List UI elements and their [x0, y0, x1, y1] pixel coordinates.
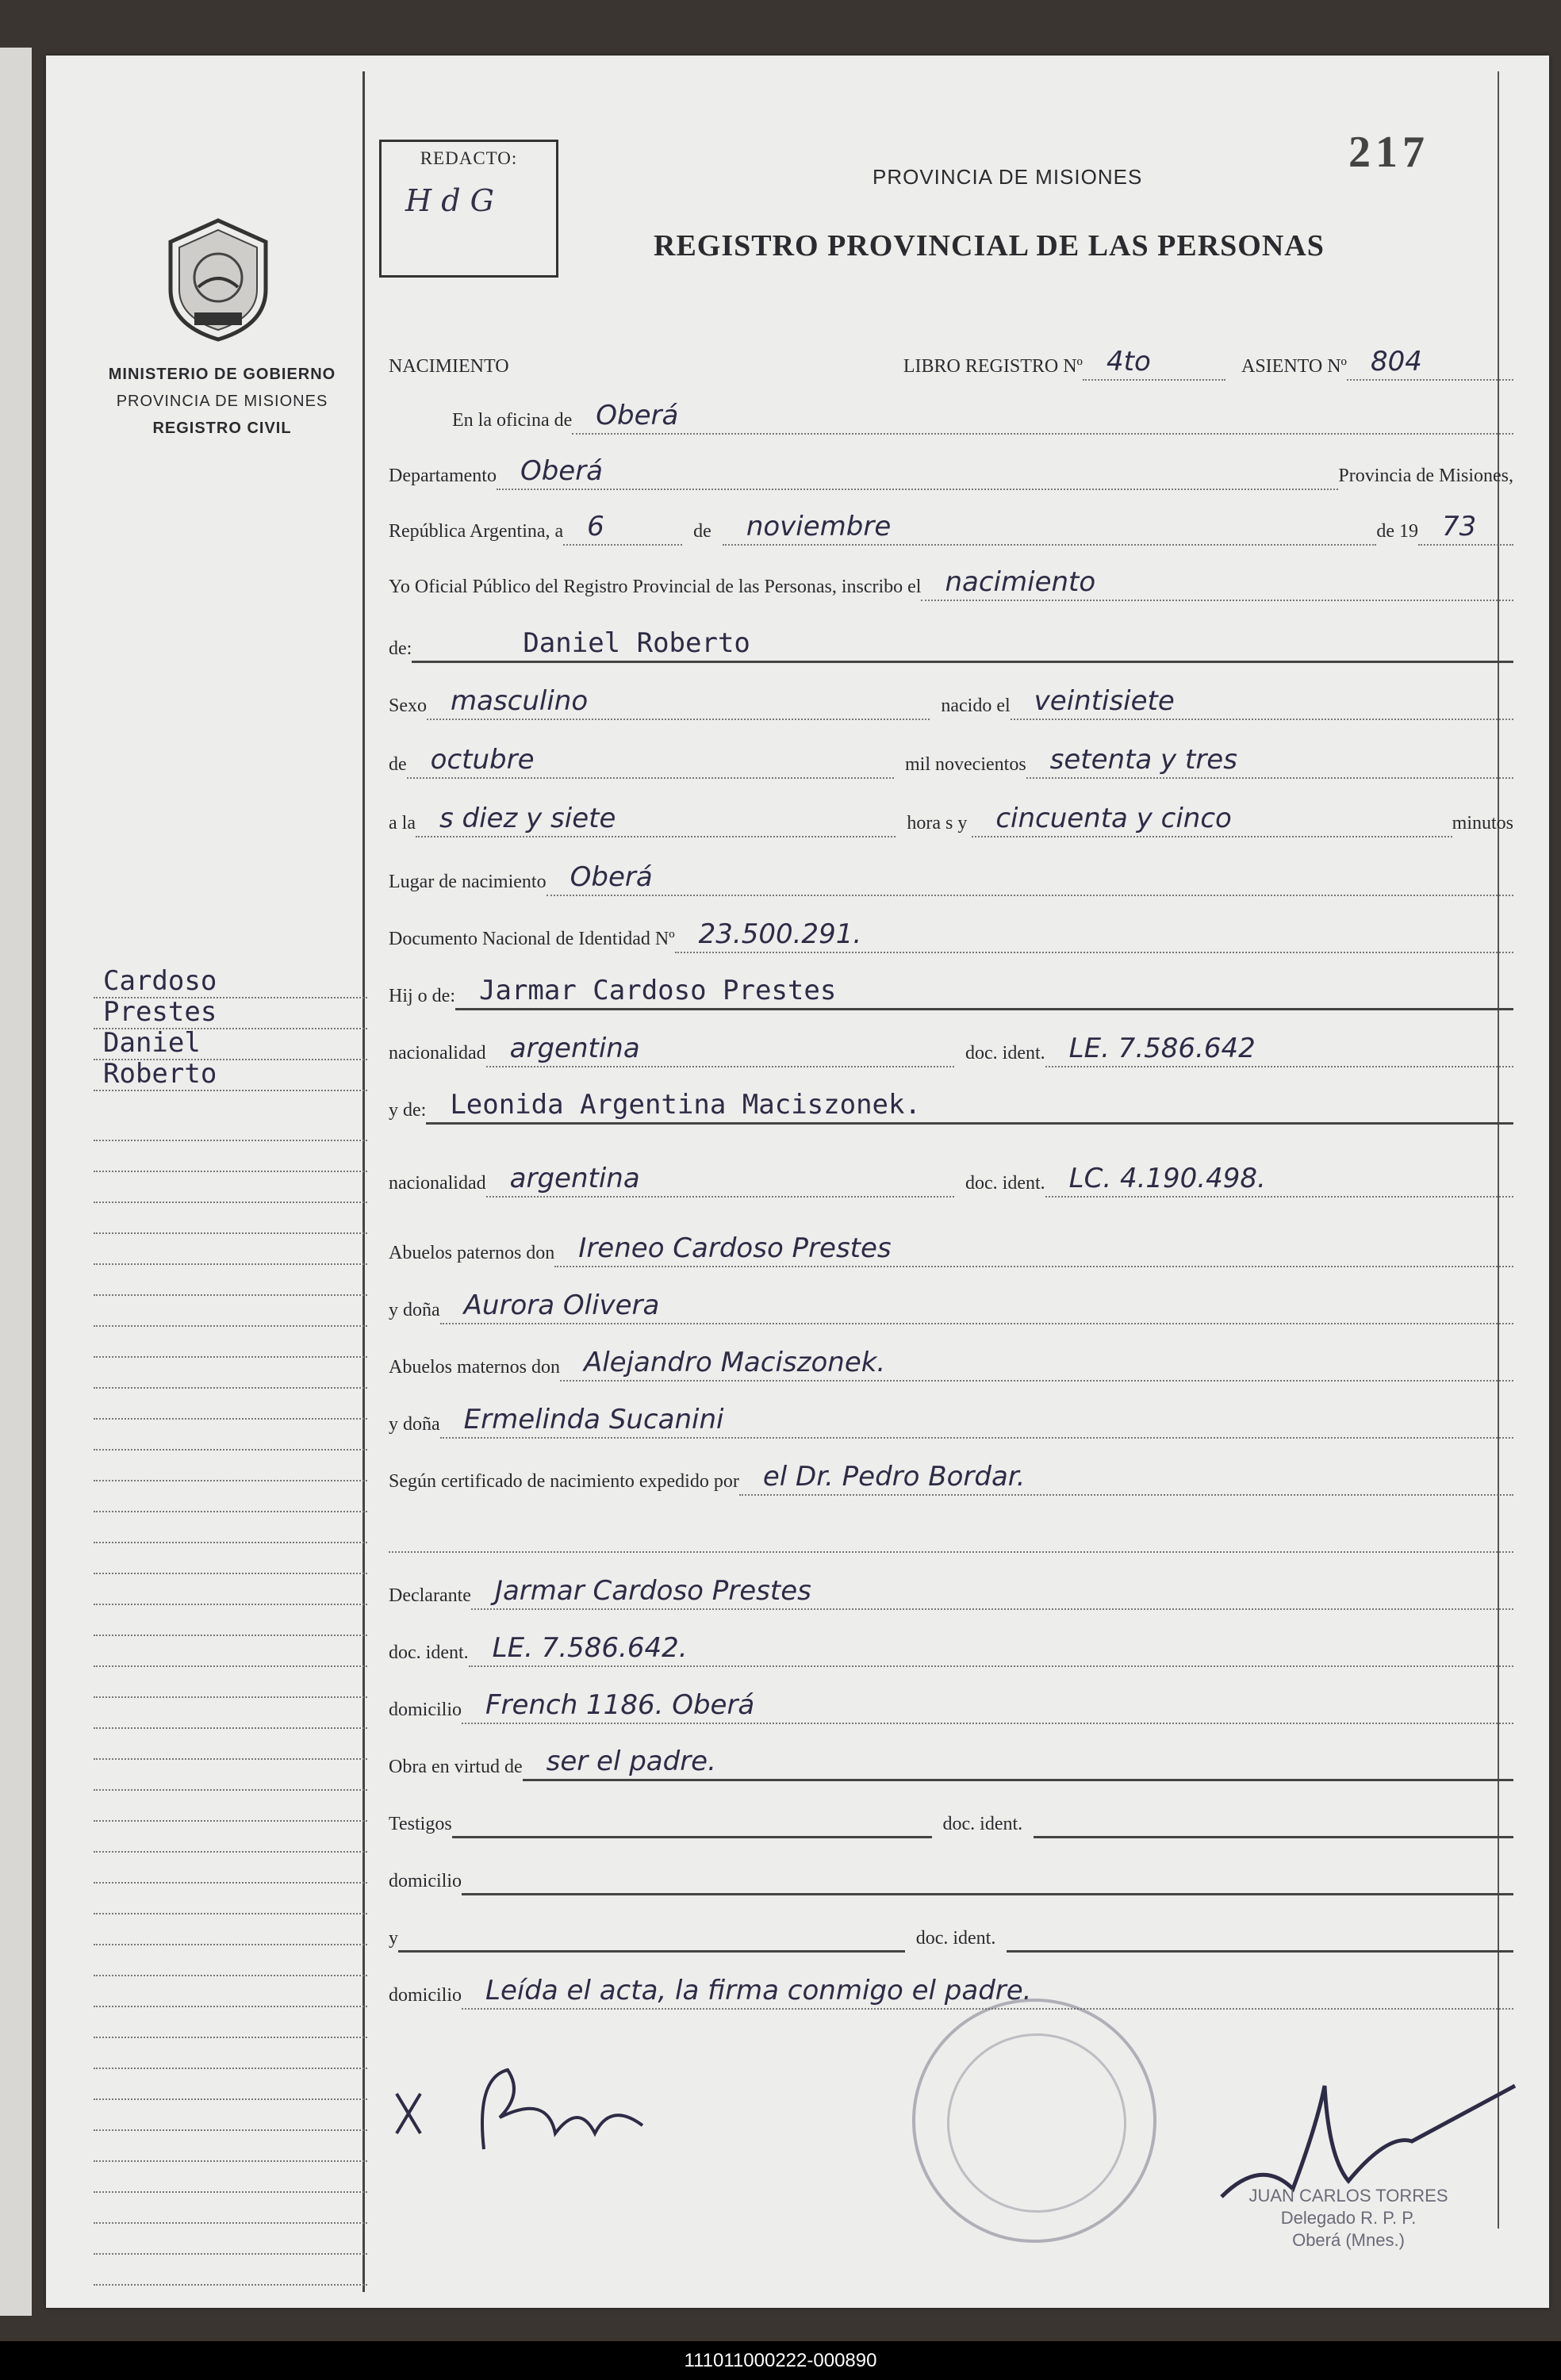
- row-libro: [389, 341, 1513, 381]
- row-abpat: [389, 1228, 1513, 1267]
- closing-note: Leída el acta, la firma conmigo el padre.: [462, 1973, 1513, 2010]
- domicilio2-value: [462, 1858, 1513, 1895]
- header-province: PROVINCIA DE MISIONES: [873, 165, 1143, 189]
- abmat-value: Alejandro Maciszonek.: [560, 1345, 1513, 1382]
- lugar-value: Oberá: [547, 860, 1513, 896]
- domicilio2-label: domicilio: [389, 1871, 462, 1891]
- domicilio3-label: domicilio: [389, 1985, 462, 2006]
- docid4-label: doc. ident.: [942, 1814, 1023, 1834]
- declarante-label: Declarante: [389, 1585, 471, 1606]
- margin-blank-line: [94, 1853, 367, 1884]
- margin-name-line: Prestes: [94, 998, 367, 1029]
- margin-blank-line: [94, 1451, 367, 1481]
- obra-value: ser el padre.: [523, 1744, 1513, 1781]
- margin-blank-line: [94, 2100, 367, 2131]
- margin-blank-line: [94, 1914, 367, 1945]
- y2-value: [398, 1915, 905, 1953]
- month2-value: octubre: [407, 742, 894, 779]
- margin-blank-line: [94, 1884, 367, 1914]
- dni-label: Documento Nacional de Identidad Nº: [389, 929, 675, 949]
- domicilio1-label: domicilio: [389, 1700, 462, 1720]
- coat-of-arms-icon: [159, 214, 278, 345]
- redacto-label: REDACTO:: [420, 148, 518, 168]
- domicilio1-value: French 1186. Oberá: [462, 1688, 1513, 1724]
- docid3-label: doc. ident.: [389, 1642, 469, 1663]
- delegate-place: Oberá (Mnes.): [1292, 2230, 1405, 2250]
- margin-blank-line: [94, 1976, 367, 2007]
- margin-blank-line: [94, 1481, 367, 1512]
- row-sexo: [389, 680, 1513, 720]
- delegate-role: Delegado R. P. P.: [1280, 2208, 1417, 2228]
- margin-blank-line: [94, 1512, 367, 1543]
- row-domicilio1: [389, 1684, 1513, 1724]
- margin-name-line: Cardoso: [94, 968, 367, 998]
- margin-blank-line: [94, 1110, 367, 1141]
- margin-blank-line: [94, 2131, 367, 2162]
- redacto-value: H d G: [405, 183, 494, 218]
- delegate-name: JUAN CARLOS TORRES: [1248, 2186, 1448, 2206]
- row-official: [389, 561, 1513, 601]
- row-obra: [389, 1742, 1513, 1781]
- row-hora: [389, 798, 1513, 837]
- row-testigos: [389, 1799, 1513, 1838]
- departamento-value: Oberá: [497, 454, 1338, 490]
- ydona2-label: y doña: [389, 1414, 440, 1435]
- nac1-label: nacionalidad: [389, 1043, 486, 1064]
- hora-value: s diez y siete: [416, 801, 896, 837]
- margin-blank-line: [94, 1265, 367, 1296]
- row-oficina: [452, 395, 1513, 435]
- libro-label: LIBRO REGISTRO Nº: [903, 356, 1083, 377]
- provincia-suffix: Provincia de Misiones,: [1338, 466, 1513, 486]
- margin-blank-line: [94, 2255, 367, 2286]
- docid1-label: doc. ident.: [965, 1043, 1045, 1064]
- official-label: Yo Oficial Público del Registro Provincial de las Personas, inscribo el: [389, 577, 922, 597]
- margin-blank-line: [94, 1605, 367, 1636]
- row-abmat: [389, 1342, 1513, 1382]
- ministry-province: PROVINCIA DE MISIONES: [116, 393, 328, 410]
- blank-line: [389, 1516, 1513, 1553]
- row-y2: [389, 1913, 1513, 1953]
- de-person-label: de:: [389, 638, 412, 659]
- person-name: Daniel Roberto: [412, 626, 1513, 663]
- mil-label: mil novecientos: [905, 754, 1026, 775]
- oficina-label: En la oficina de: [452, 410, 573, 431]
- margin-blank-line: [94, 1296, 367, 1327]
- redacto-box: [379, 140, 558, 278]
- row-blank: [389, 1513, 1513, 1553]
- margin-blank-line: [94, 2162, 367, 2193]
- declarante-value: Jarmar Cardoso Prestes: [471, 1573, 1513, 1610]
- row-nac2: [389, 1158, 1513, 1198]
- margin-blank-line: [94, 1945, 367, 1976]
- docid4-value: [1034, 1801, 1513, 1838]
- margin-blank-line: [94, 1389, 367, 1420]
- docid5-value: [1007, 1915, 1513, 1953]
- nac1-value: argentina: [486, 1031, 954, 1067]
- docid2-value: LC. 4.190.498.: [1045, 1161, 1513, 1198]
- y2-label: y: [389, 1928, 398, 1949]
- row-ydona1: [389, 1285, 1513, 1324]
- testigos-value: [452, 1801, 932, 1838]
- docid1-value: LE. 7.586.642: [1045, 1031, 1513, 1067]
- row-fecha: [389, 506, 1513, 546]
- ministry-registry: REGISTRO CIVIL: [152, 420, 292, 437]
- row-segun: [389, 1456, 1513, 1496]
- margin-blank-line: [94, 1698, 367, 1729]
- oficina-value: Oberá: [572, 398, 1513, 435]
- segun-label: Según certificado de nacimiento expedido por: [389, 1471, 739, 1492]
- ydona1-label: y doña: [389, 1300, 440, 1320]
- nac2-label: nacionalidad: [389, 1173, 486, 1194]
- ministry-block: [95, 361, 349, 442]
- margin-blank-line: [94, 2193, 367, 2224]
- departamento-label: Departamento: [389, 466, 497, 486]
- margin-blank-line: [94, 1420, 367, 1451]
- abpat-label: Abuelos paternos don: [389, 1243, 555, 1263]
- margin-blank-line: [94, 2038, 367, 2069]
- margin-blank-line: [94, 1636, 367, 1667]
- year-value: 73: [1418, 509, 1513, 546]
- book-spine: [0, 48, 32, 2316]
- row-docid3: [389, 1627, 1513, 1667]
- margin-blank-line: [94, 1729, 367, 1760]
- dni-value: 23.500.291.: [675, 917, 1513, 953]
- margin-lines: [94, 965, 367, 1091]
- segun-value: el Dr. Pedro Bordar.: [739, 1459, 1513, 1496]
- margin-blank-line: [94, 1574, 367, 1605]
- min-label: minutos: [1452, 813, 1514, 834]
- nacido-label: nacido el: [941, 696, 1011, 716]
- row-mother: [389, 1085, 1513, 1125]
- official-stamp: [912, 1999, 1156, 2243]
- month-value: noviembre: [723, 509, 1377, 546]
- ydona1-value: Aurora Olivera: [440, 1288, 1513, 1324]
- margin-name-line: Daniel: [94, 1029, 367, 1060]
- margin-blank-line: [94, 1203, 367, 1234]
- row-lugar: [389, 857, 1513, 896]
- docid3-value: LE. 7.586.642.: [469, 1631, 1513, 1667]
- row-ydona2: [389, 1399, 1513, 1439]
- row-domicilio3: [389, 1970, 1513, 2010]
- libro-value: 4to: [1083, 344, 1225, 381]
- lugar-label: Lugar de nacimiento: [389, 872, 547, 892]
- footer-code: 111011000222-000890: [0, 2341, 1561, 2380]
- republica-label: República Argentina, a: [389, 521, 564, 542]
- hijo-label: Hij o de:: [389, 986, 455, 1006]
- row-dni: [389, 914, 1513, 953]
- father-name: Jarmar Cardoso Prestes: [455, 973, 1513, 1010]
- page-number: 217: [1348, 128, 1429, 177]
- ministry-name: MINISTERIO DE GOBIERNO: [108, 366, 336, 383]
- docid5-label: doc. ident.: [915, 1928, 996, 1949]
- row-domicilio2: [389, 1856, 1513, 1895]
- obra-label: Obra en virtud de: [389, 1757, 523, 1777]
- row-person: [389, 623, 1513, 663]
- year-label: de 19: [1376, 521, 1418, 542]
- abmat-label: Abuelos maternos don: [389, 1357, 560, 1378]
- delegate-block: [1198, 2185, 1499, 2252]
- margin-blank-line: [94, 2224, 367, 2255]
- row-month: [389, 739, 1513, 779]
- margin-blank-line: [94, 1172, 367, 1203]
- ala-label: a la: [389, 813, 416, 834]
- margin-blank-line: [94, 1760, 367, 1791]
- ydona2-value: Ermelinda Sucanini: [440, 1402, 1513, 1439]
- min-value: cincuenta y cinco: [972, 801, 1452, 837]
- day-value: 6: [563, 509, 682, 546]
- margin-blank-line: [94, 1543, 367, 1574]
- yde-label: y de:: [389, 1100, 427, 1121]
- docid2-label: doc. ident.: [965, 1173, 1045, 1194]
- margin-blank-line: [94, 1667, 367, 1698]
- margin-blank-line: [94, 1822, 367, 1853]
- margin-blank-line: [94, 1791, 367, 1822]
- official-value: nacimiento: [921, 565, 1513, 601]
- margin-blank-line: [94, 1327, 367, 1358]
- sexo-label: Sexo: [389, 696, 427, 716]
- margin-blank-line: [94, 2069, 367, 2100]
- margin-blank-line: [94, 1141, 367, 1172]
- row-nac1: [389, 1028, 1513, 1067]
- y-label: s y: [945, 813, 968, 834]
- de-label: de: [693, 521, 711, 542]
- asiento-value: 804: [1347, 344, 1513, 381]
- row-father: [389, 971, 1513, 1010]
- asiento-label: ASIENTO Nº: [1241, 356, 1347, 377]
- margin-blank-line: [94, 1234, 367, 1265]
- declarant-signature: [389, 2046, 650, 2165]
- margin-blank-line: [94, 1358, 367, 1389]
- margin-blank-line: [94, 2007, 367, 2038]
- nac2-value: argentina: [486, 1161, 954, 1198]
- margin-name-line: Roberto: [94, 1060, 367, 1091]
- de2-label: de: [389, 754, 407, 775]
- sexo-value: masculino: [427, 684, 930, 720]
- page-title: REGISTRO PROVINCIAL DE LAS PERSONAS: [654, 229, 1325, 263]
- abpat-value: Ireneo Cardoso Prestes: [554, 1231, 1513, 1267]
- mil-value: setenta y tres: [1026, 742, 1513, 779]
- mother-name: Leonida Argentina Maciszonek.: [426, 1087, 1513, 1125]
- type-label: NACIMIENTO: [389, 356, 509, 377]
- hora-label: hora: [907, 813, 941, 834]
- nacido-value: veintisiete: [1011, 684, 1513, 720]
- row-departamento: [389, 450, 1513, 490]
- margin-blank-lines: [94, 1110, 367, 2286]
- row-declarante: [389, 1570, 1513, 1610]
- testigos-label: Testigos: [389, 1814, 452, 1834]
